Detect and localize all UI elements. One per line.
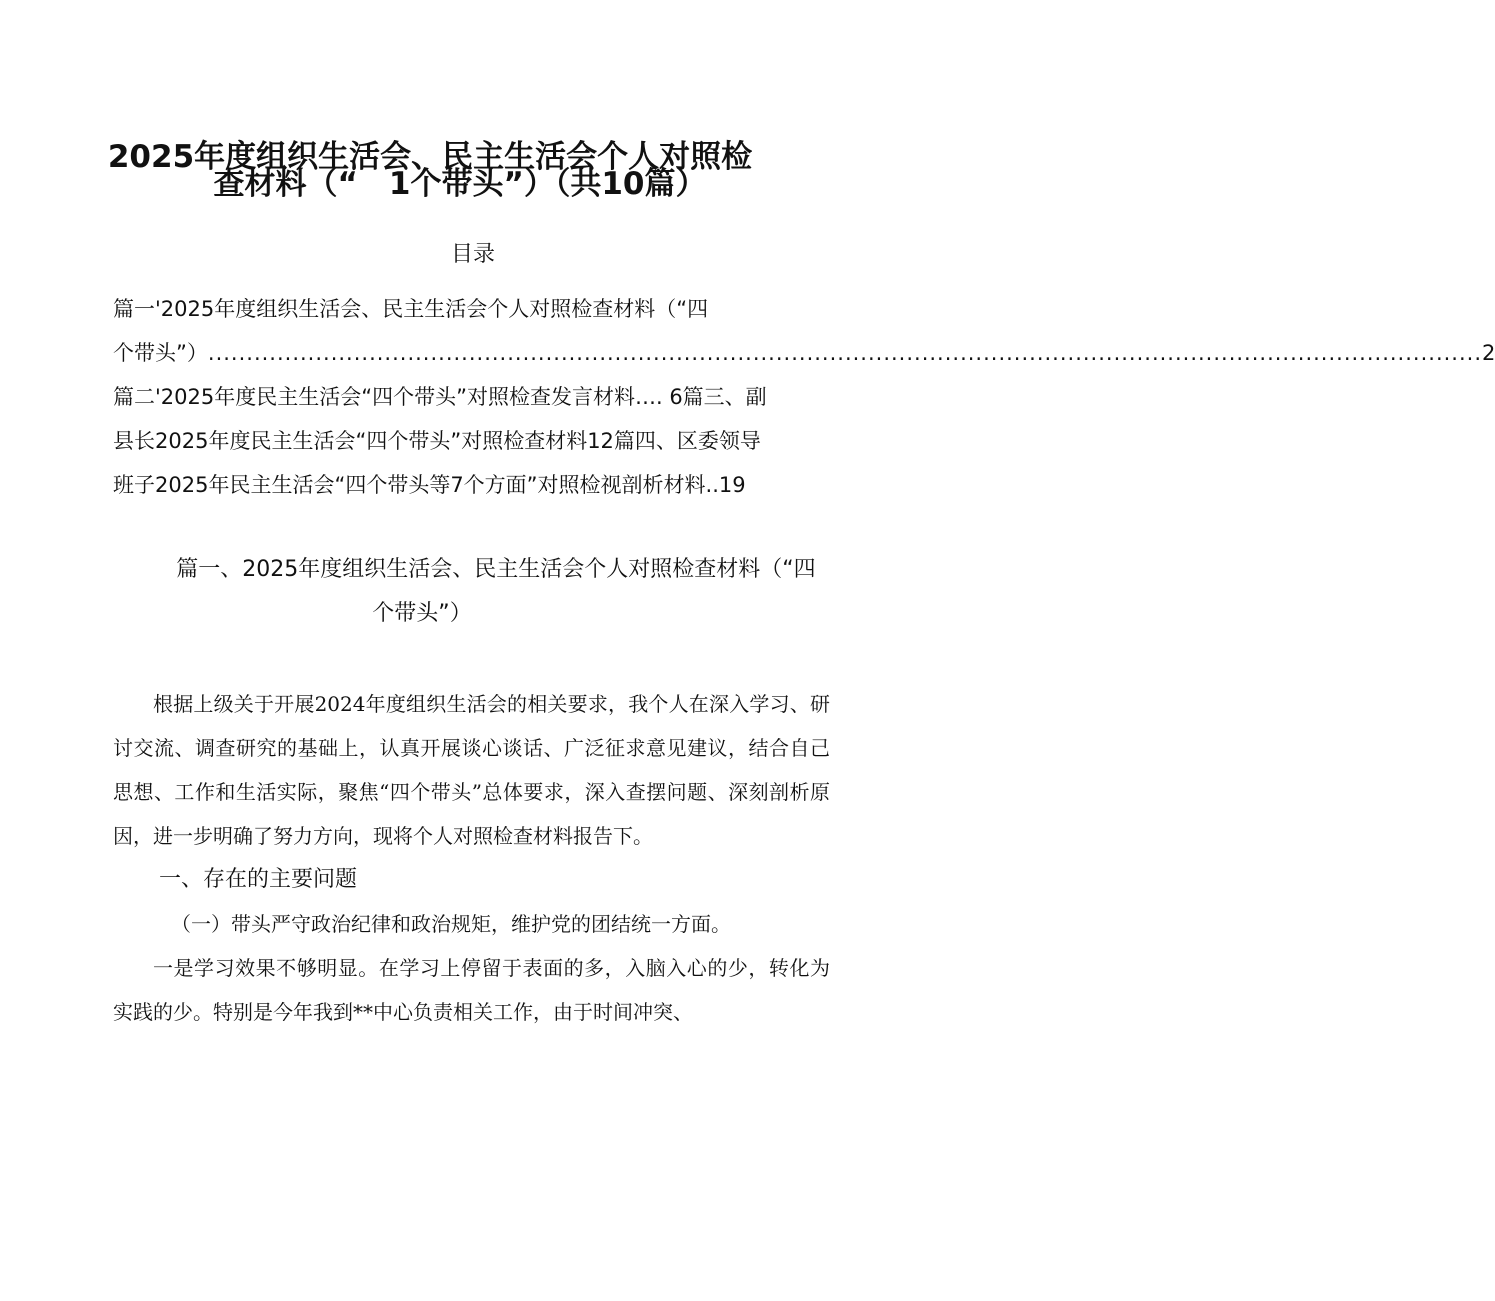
toc-line: 篇二'2025年度民主生活会“四个带头”对照检查发言材料…. 6篇三、副 [113,385,767,409]
body-text [113,682,830,1034]
section-title-line-1: 篇一、2025年度组织生活会、民主生活会个人对照检查材料（“四 [176,557,816,582]
toc-page-number: 2 [1482,341,1495,365]
toc-dot-leader: ...................................................................................................................................................................... [207,341,1482,365]
toc-line: 县长2025年度民主生活会“四个带头”对照检查材料12篇四、区委领导 [113,429,761,453]
toc-line-with-leader [113,331,1495,375]
paragraph: 一是学习效果不够明显。在学习上停留于表面的多，入脑入心的少，转化为实践的少。特别是今年我到**中心负责相关工作，由于时间冲突、 [113,956,830,1024]
paragraph: 根据上级关于开展2024年度组织生活会的相关要求，我个人在深入学习、研讨交流、调查研究的基础上，认真开展谈心谈话、广泛征求意见建议，结合自己思想、工作和生活实际，聚焦“四个带头”总体要求，深入查摆问题、深刻剖析原因，进一步明确了努力方向，现将个人对照检查材料报告下。 [113,692,830,848]
document-title-line-1: 2025年度组织生活会、民主生活会个人对照检 [107,139,753,175]
section-heading: 一、存在的主要问题 [159,867,358,892]
subsection-heading: （一）带头严守政治纪律和政治规矩，维护党的团结统一方面。 [171,912,731,936]
document-title-line-2: 查材料（“ 1个带头”）（共10篇） [213,166,707,202]
section-title-line-2: 个带头”） [372,601,472,626]
toc-line: 班子2025年民主生活会“四个带头等7个方面”对照检视剖析材料..19 [113,473,746,497]
toc-heading: 目录 [450,242,495,267]
toc-line: 篇一'2025年度组织生活会、民主生活会个人对照检查材料（“四 [113,297,709,321]
table-of-contents [113,287,1495,507]
toc-entry-text: 个带头”） [113,341,208,365]
